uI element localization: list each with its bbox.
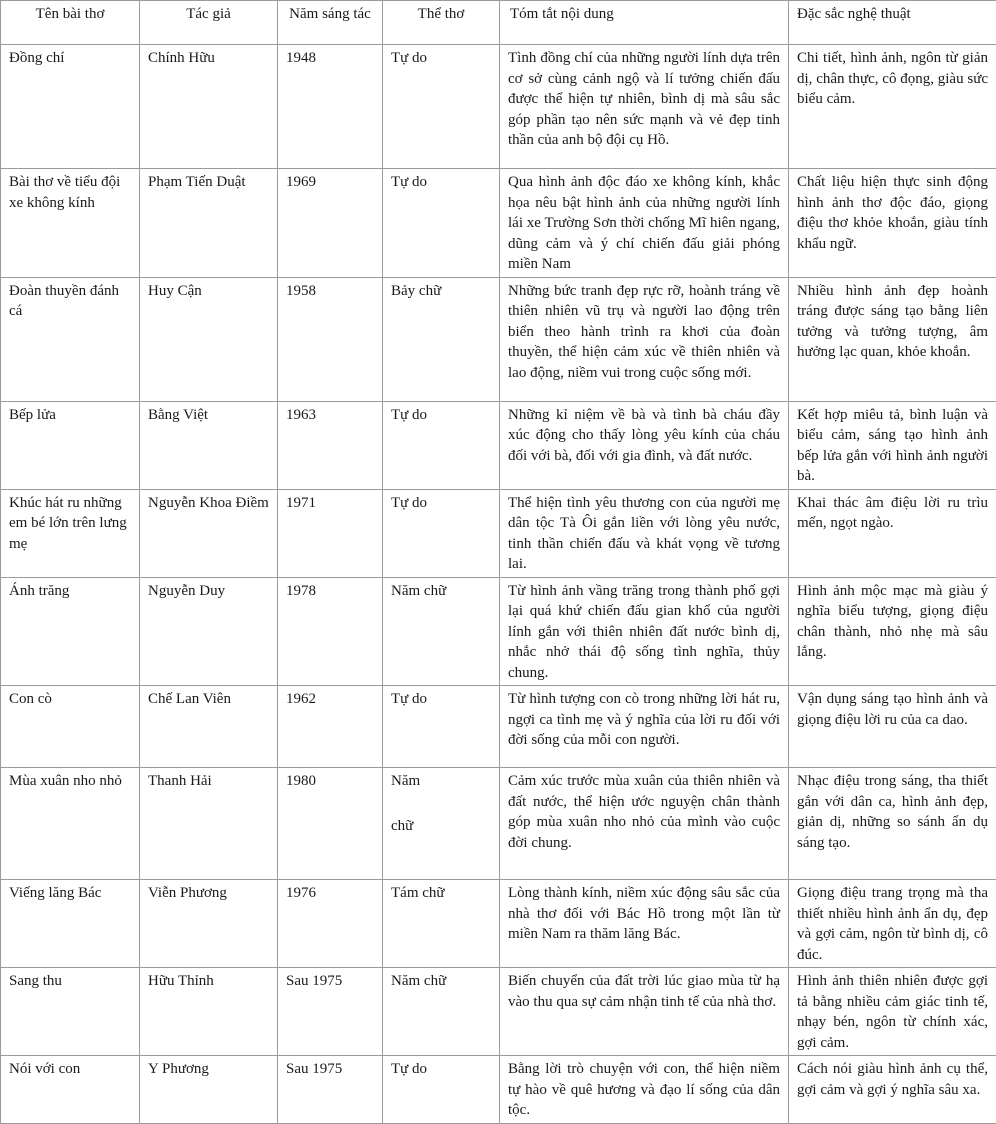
poem-form: Tự do bbox=[383, 401, 500, 489]
header-title: Tên bài thơ bbox=[1, 1, 140, 45]
poem-year: 1969 bbox=[278, 169, 383, 278]
poem-author: Huy Cận bbox=[140, 277, 278, 401]
poem-author: Chế Lan Viên bbox=[140, 686, 278, 768]
poem-art: Khai thác âm điệu lời ru trìu mến, ngọt ngào. bbox=[789, 489, 996, 577]
table-row bbox=[1, 277, 996, 401]
poem-year: 1976 bbox=[278, 880, 383, 968]
poem-art: Vận dụng sáng tạo hình ảnh và giọng điệu lời ru của ca dao. bbox=[789, 686, 996, 768]
poem-author: Hữu Thỉnh bbox=[140, 968, 278, 1056]
table-row bbox=[1, 686, 996, 768]
poem-summary: Lòng thành kính, niềm xúc động sâu sắc của nhà thơ đối với Bác Hồ trong một lần từ miền Nam ra thăm lăng Bác. bbox=[500, 880, 789, 968]
poem-summary: Biến chuyển của đất trời lúc giao mùa từ hạ vào thu qua sự cảm nhận tinh tế của nhà thơ. bbox=[500, 968, 789, 1056]
poem-title: Con cò bbox=[1, 686, 140, 768]
poem-year: 1971 bbox=[278, 489, 383, 577]
poem-art: Cách nói giàu hình ảnh cụ thể, gợi cảm và gợi ý nghĩa sâu xa. bbox=[789, 1056, 996, 1124]
poem-year: 1980 bbox=[278, 768, 383, 880]
table-row bbox=[1, 880, 996, 968]
poem-summary: Cảm xúc trước mùa xuân của thiên nhiên và đất nước, thể hiện ước nguyện chân thành góp mùa xuân nho nhỏ của mình vào cuộc đời chung. bbox=[500, 768, 789, 880]
poem-art: Nhiều hình ảnh đẹp hoành tráng được sáng tạo bằng liên tưởng và tưởng tượng, âm hưởng lạc quan, khỏe khoắn. bbox=[789, 277, 996, 401]
poem-author: Phạm Tiến Duật bbox=[140, 169, 278, 278]
poem-summary: Thể hiện tình yêu thương con của người mẹ dân tộc Tà Ôi gắn liền với lòng yêu nước, tinh thần chiến đấu và khát vọng về tương lai. bbox=[500, 489, 789, 577]
poem-author: Chính Hữu bbox=[140, 45, 278, 169]
poem-form: Bảy chữ bbox=[383, 277, 500, 401]
poem-title: Nói với con bbox=[1, 1056, 140, 1124]
poem-title: Bài thơ về tiểu đội xe không kính bbox=[1, 169, 140, 278]
poem-summary: Bằng lời trò chuyện với con, thể hiện niềm tự hào về quê hương và đạo lí sống của dân tộc. bbox=[500, 1056, 789, 1124]
poem-year: Sau 1975 bbox=[278, 968, 383, 1056]
poem-art: Chi tiết, hình ảnh, ngôn từ giản dị, chân thực, cô đọng, giàu sức biểu cảm. bbox=[789, 45, 996, 169]
header-row bbox=[1, 1, 996, 45]
header-author: Tác giả bbox=[140, 1, 278, 45]
poem-author: Nguyễn Duy bbox=[140, 577, 278, 686]
poem-year: Sau 1975 bbox=[278, 1056, 383, 1124]
poem-title: Sang thu bbox=[1, 968, 140, 1056]
table-row bbox=[1, 768, 996, 880]
table-row bbox=[1, 169, 996, 278]
poem-year: 1948 bbox=[278, 45, 383, 169]
poem-art: Giọng điệu trang trọng mà tha thiết nhiều hình ảnh ẩn dụ, đẹp và gợi cảm, ngôn từ bình dị, cô đúc. bbox=[789, 880, 996, 968]
poem-form: Tự do bbox=[383, 686, 500, 768]
poem-summary: Từ hình tượng con cò trong những lời hát ru, ngợi ca tình mẹ và ý nghĩa của lời ru đối với đời sống của mỗi con người. bbox=[500, 686, 789, 768]
poem-form: Năm chữ bbox=[383, 577, 500, 686]
poem-summary: Những kỉ niệm về bà và tình bà cháu đầy xúc động cho thấy lòng yêu kính của cháu đối với bà, đối với gia đình, và đất nước. bbox=[500, 401, 789, 489]
poem-form: Tự do bbox=[383, 1056, 500, 1124]
poem-form-part: chữ bbox=[391, 816, 491, 837]
table-row bbox=[1, 45, 996, 169]
header-form: Thể thơ bbox=[383, 1, 500, 45]
poem-form bbox=[383, 768, 500, 880]
poem-title: Mùa xuân nho nhỏ bbox=[1, 768, 140, 880]
table-row bbox=[1, 489, 996, 577]
table-row bbox=[1, 577, 996, 686]
poem-form: Tự do bbox=[383, 169, 500, 278]
table-row bbox=[1, 1056, 996, 1124]
poem-author: Nguyễn Khoa Điềm bbox=[140, 489, 278, 577]
header-year: Năm sáng tác bbox=[278, 1, 383, 45]
table-row bbox=[1, 401, 996, 489]
poem-year: 1978 bbox=[278, 577, 383, 686]
poem-year: 1962 bbox=[278, 686, 383, 768]
poem-author: Bằng Việt bbox=[140, 401, 278, 489]
poem-summary: Qua hình ảnh độc đáo xe không kính, khắc họa nêu bật hình ảnh của những người lính lái xe Trường Sơn thời chống Mĩ hiên ngang, dũng cảm và ý chí chiến đấu giải phóng miền Nam bbox=[500, 169, 789, 278]
poem-art: Hình ảnh thiên nhiên được gợi tả bằng nhiều cảm giác tinh tế, nhạy bén, ngôn từ chính xác, gợi cảm. bbox=[789, 968, 996, 1056]
poem-art: Nhạc điệu trong sáng, tha thiết gắn với dân ca, hình ảnh đẹp, giản dị, những so sánh ẩn dụ sáng tạo. bbox=[789, 768, 996, 880]
poem-title: Đoàn thuyền đánh cá bbox=[1, 277, 140, 401]
poem-art: Chất liệu hiện thực sinh động hình ảnh thơ độc đáo, giọng điệu thơ khỏe khoắn, giàu tính khẩu ngữ. bbox=[789, 169, 996, 278]
poem-art: Hình ảnh mộc mạc mà giàu ý nghĩa biểu tượng, giọng điệu chân thành, nhỏ nhẹ mà sâu lắng. bbox=[789, 577, 996, 686]
poem-form: Tám chữ bbox=[383, 880, 500, 968]
poem-author: Y Phương bbox=[140, 1056, 278, 1124]
poem-summary: Những bức tranh đẹp rực rỡ, hoành tráng về thiên nhiên vũ trụ và người lao động trên biển theo hành trình ra khơi của đoàn thuyền, thể hiện cảm xúc về thiên nhiên và lao động, niềm vui trong cuộc sống mới. bbox=[500, 277, 789, 401]
poem-form: Tự do bbox=[383, 45, 500, 169]
poem-title: Bếp lửa bbox=[1, 401, 140, 489]
poem-title: Khúc hát ru những em bé lớn trên lưng mẹ bbox=[1, 489, 140, 577]
poem-author: Thanh Hải bbox=[140, 768, 278, 880]
poem-title: Viếng lăng Bác bbox=[1, 880, 140, 968]
poem-form-part: Năm bbox=[391, 771, 491, 792]
poem-summary: Tình đồng chí của những người lính dựa trên cơ sở cùng cảnh ngộ và lí tưởng chiến đấu được thể hiện tự nhiên, bình dị mà sâu sắc góp phần tạo nên sức mạnh và vẻ đẹp tinh thần của anh bộ đội cụ Hồ. bbox=[500, 45, 789, 169]
poem-form: Tự do bbox=[383, 489, 500, 577]
header-summary: Tóm tắt nội dung bbox=[500, 1, 789, 45]
table-row bbox=[1, 968, 996, 1056]
poem-art: Kết hợp miêu tả, bình luận và biểu cảm, sáng tạo hình ảnh bếp lửa gắn với hình ảnh người bà. bbox=[789, 401, 996, 489]
poem-year: 1963 bbox=[278, 401, 383, 489]
poem-title: Đồng chí bbox=[1, 45, 140, 169]
poem-summary: Từ hình ảnh vầng trăng trong thành phố gợi lại quá khứ chiến đấu gian khổ của người lính gắn với thiên nhiên đất nước bình dị, nhắc nhở thái độ sống tình nghĩa, thủy chung. bbox=[500, 577, 789, 686]
poem-title: Ánh trăng bbox=[1, 577, 140, 686]
poem-author: Viễn Phương bbox=[140, 880, 278, 968]
header-art: Đặc sắc nghệ thuật bbox=[789, 1, 996, 45]
poem-form: Năm chữ bbox=[383, 968, 500, 1056]
poem-year: 1958 bbox=[278, 277, 383, 401]
